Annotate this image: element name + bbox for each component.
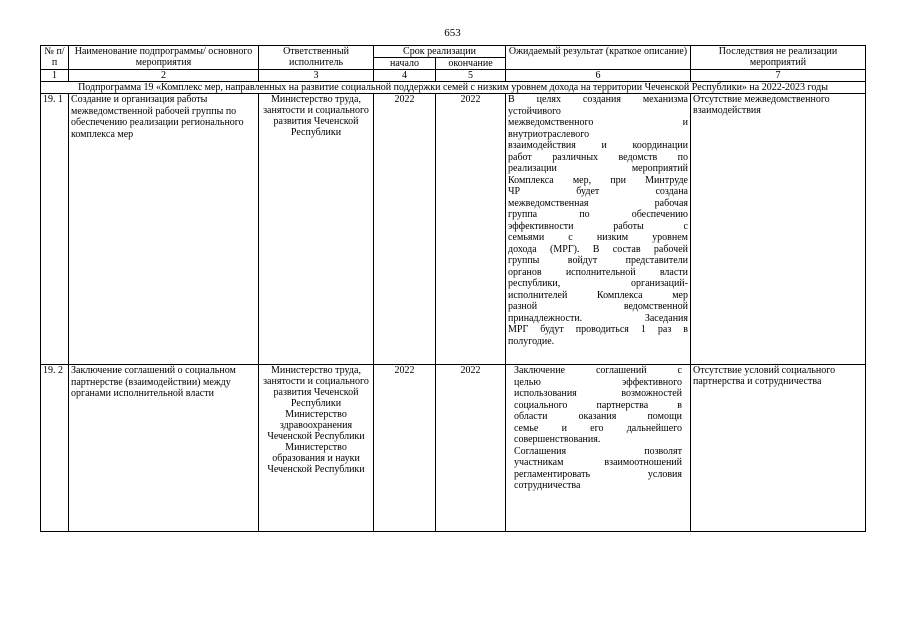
- result-line: органов исполнительной власти: [508, 266, 688, 278]
- column-number: 3: [259, 70, 374, 82]
- column-number: 5: [436, 70, 506, 82]
- header-name: Наименование подпрограммы/ основного мероприятия: [69, 46, 259, 70]
- result-line: регламентировать условия: [514, 468, 682, 480]
- column-number: 1: [41, 70, 69, 82]
- start-year: 2022: [374, 365, 436, 532]
- header-end: окончание: [436, 58, 506, 70]
- result-line: работ различных ведомств по: [508, 151, 688, 163]
- result-line: области оказания помощи: [514, 411, 682, 422]
- result-line: совершенствования.: [514, 434, 601, 445]
- subprogram-row: [41, 82, 866, 94]
- end-year: 2022: [436, 94, 506, 365]
- subprogram-title: Подпрограмма 19 «Комплекс мер, направленных на развитие социальной поддержки семей с низким уровнем дохода на территории Чеченской Республики» на 2022-2023 годы: [41, 82, 866, 94]
- consequences: Отсутствие межведомственного взаимодействия: [691, 94, 866, 365]
- result-line: взаимодействия и координации: [508, 140, 688, 151]
- measure-name: Заключение соглашений о социальном партнерстве (взаимодействии) между органами исполнительной власти: [69, 365, 259, 532]
- result-line: межведомственного и: [508, 117, 688, 128]
- column-number: 2: [69, 70, 259, 82]
- header-term: Срок реализации: [374, 46, 506, 58]
- column-number: 4: [374, 70, 436, 82]
- result-line: эффективности работы с: [508, 220, 688, 232]
- result-line: целью эффективного: [514, 376, 682, 388]
- result-line: устойчивого: [508, 105, 561, 117]
- result-line: исполнителей Комплекса мер: [508, 289, 688, 301]
- result-line: Соглашения позволят: [514, 445, 682, 457]
- row-number: 19. 1: [41, 94, 69, 365]
- result-line: использования возможностей: [514, 388, 682, 399]
- measures-table: [40, 45, 866, 532]
- result-line: республики, организаций-: [508, 278, 688, 289]
- end-year: 2022: [436, 365, 506, 532]
- page-number: 653: [444, 27, 461, 39]
- result-line: принадлежности. Заседания: [508, 312, 688, 324]
- measure-name: Создание и организация работы межведомственной рабочей группы по обеспечению реализации регионального комплекса мер: [69, 94, 259, 365]
- result-line: сотрудничества: [514, 480, 581, 491]
- column-number: 7: [691, 70, 866, 82]
- result-line: группы войдут представители: [508, 255, 688, 266]
- result-line: внутриотраслевого: [508, 128, 590, 140]
- column-number: 6: [506, 70, 691, 82]
- table-header-row: [41, 46, 866, 58]
- result-line: Комплекса мер, при Минтруде: [508, 174, 688, 186]
- result-line: полугодие.: [508, 335, 555, 347]
- result-line: группа по обеспечению: [508, 209, 688, 220]
- expected-result: [506, 94, 691, 365]
- result-line: семье и его дальнейшего: [514, 422, 682, 434]
- result-line: участникам взаимоотношений: [514, 457, 682, 468]
- result-line: разной ведомственной: [508, 301, 688, 312]
- header-consequences: Последствия не реализации мероприятий: [691, 46, 866, 70]
- table-row: [41, 94, 866, 365]
- result-line: Заключение соглашений с: [514, 365, 682, 376]
- column-number-row: [41, 70, 866, 82]
- table-row: [41, 365, 866, 532]
- expected-result: [506, 365, 691, 532]
- start-year: 2022: [374, 94, 436, 365]
- result-line: В целях создания механизма: [508, 94, 688, 105]
- responsible-executor: Министерство труда, занятости и социального развития Чеченской Республики Министерство здравоохранения Чеченской Республики Министерство образования и науки Чеченской Республики: [259, 365, 374, 532]
- result-line: социального партнерства в: [514, 399, 682, 411]
- result-line: дохода (МРГ). В состав рабочей: [508, 243, 688, 255]
- result-line: межведомственная рабочая: [508, 197, 688, 209]
- result-line: МРГ будут проводиться 1 раз в: [508, 324, 688, 335]
- result-line: реализации мероприятий: [508, 163, 688, 174]
- responsible-executor: Министерство труда, занятости и социального развития Чеченской Республики: [259, 94, 374, 365]
- consequences: Отсутствие условий социального партнерства и сотрудничества: [691, 365, 866, 532]
- header-start: начало: [374, 58, 436, 70]
- header-num: № п/п: [41, 46, 69, 70]
- header-result: Ожидаемый результат (краткое описание): [506, 46, 691, 70]
- result-line: семьями с низким уровнем: [508, 232, 688, 243]
- result-line: ЧР будет создана: [508, 186, 688, 197]
- row-number: 19. 2: [41, 365, 69, 532]
- header-responsible: Ответственный исполнитель: [259, 46, 374, 70]
